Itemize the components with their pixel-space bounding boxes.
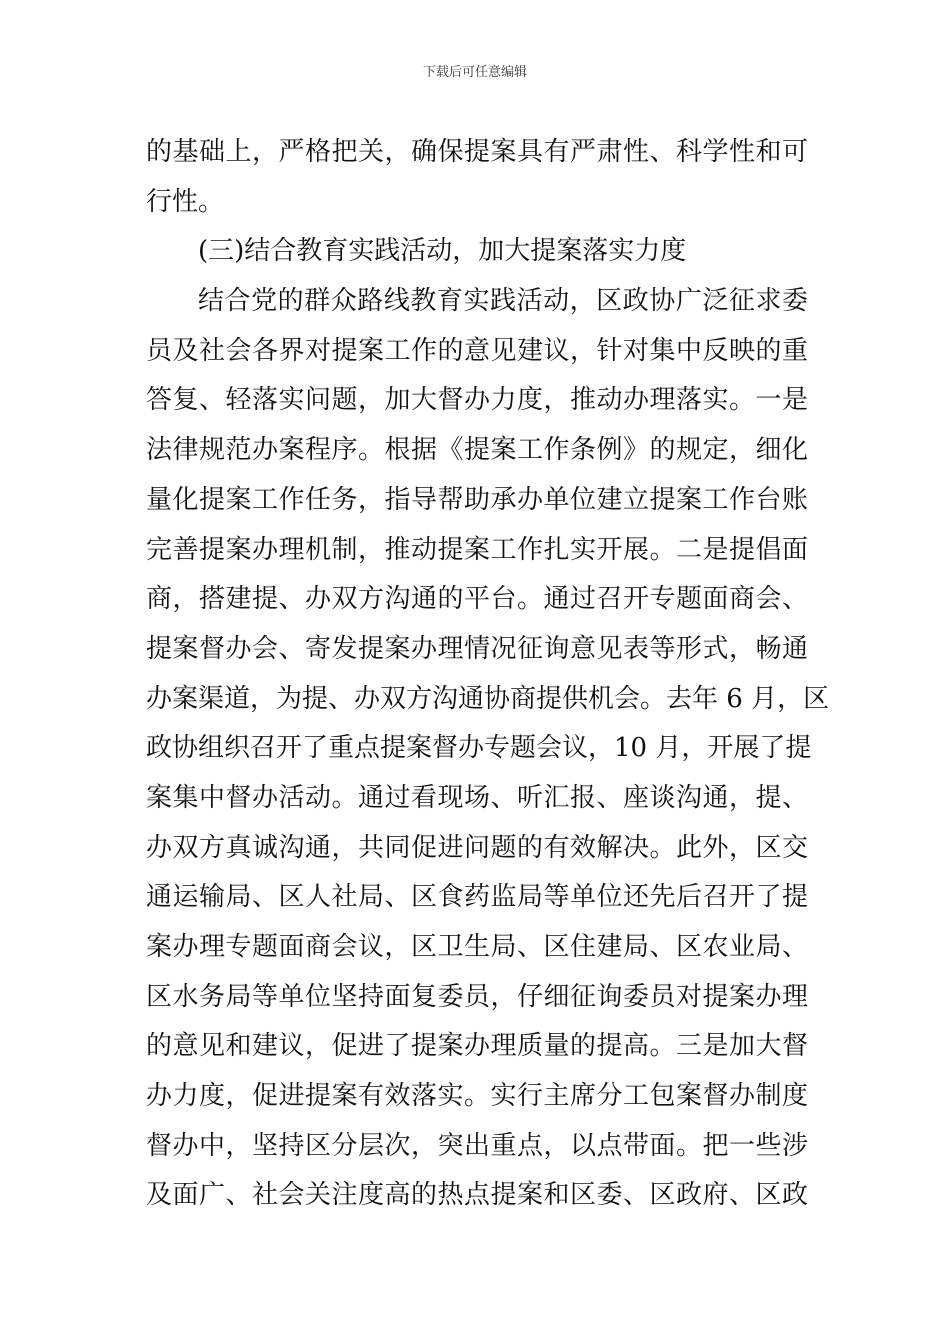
text-line: 办力度，促进提案有效落实。实行主席分工包案督办制度 bbox=[146, 1081, 808, 1112]
text-line: 的意见和建议，促进了提案办理质量的提高。三是加大督 bbox=[146, 1031, 808, 1062]
text-line: 完善提案办理机制，推动提案工作扎实开展。二是提倡面 bbox=[146, 534, 808, 565]
text-line: 行性。 bbox=[146, 186, 225, 217]
text-line: 法律规范办案程序。根据《提案工作条例》的规定，细化 bbox=[146, 435, 808, 466]
section-heading: (三)结合教育实践活动，加大提案落实力度 bbox=[198, 236, 687, 267]
text-line: 员及社会各界对提案工作的意见建议，针对集中反映的重 bbox=[146, 335, 808, 366]
text-line: 政协组织召开了重点提案督办专题会议，10 月，开展了提 bbox=[146, 733, 812, 764]
text-line: 通运输局、区人社局、区食药监局等单位还先后召开了提 bbox=[146, 882, 808, 913]
text-line: 提案督办会、寄发提案办理情况征询意见表等形式，畅通 bbox=[146, 633, 808, 664]
text-line: 结合党的群众路线教育实践活动，区政协广泛征求委 bbox=[198, 286, 808, 317]
page-header: 下载后可任意编辑 bbox=[422, 65, 527, 80]
text-line: 办双方真诚沟通，共同促进问题的有效解决。此外，区交 bbox=[146, 832, 808, 863]
text-line: 商，搭建提、办双方沟通的平台。通过召开专题面商会、 bbox=[146, 584, 808, 615]
text-line: 量化提案工作任务，指导帮助承办单位建立提案工作台账 bbox=[146, 484, 808, 515]
text-line: 答复、轻落实问题，加大督办力度，推动办理落实。一是 bbox=[146, 385, 808, 416]
text-line: 及面广、社会关注度高的热点提案和区委、区政府、区政 bbox=[146, 1180, 808, 1211]
text-line: 案办理专题面商会议，区卫生局、区住建局、区农业局、 bbox=[146, 932, 808, 962]
text-line: 案集中督办活动。通过看现场、听汇报、座谈沟通，提、 bbox=[146, 782, 808, 813]
text-line: 区水务局等单位坚持面复委员，仔细征询委员对提案办理 bbox=[146, 981, 808, 1012]
text-line: 办案渠道，为提、办双方沟通协商提供机会。去年 6 月，区 bbox=[146, 683, 830, 714]
text-line: 的基础上，严格把关，确保提案具有严肃性、科学性和可 bbox=[146, 137, 808, 167]
document-body bbox=[146, 128, 830, 1221]
text-line: 督办中，坚持区分层次，突出重点，以点带面。把一些涉 bbox=[146, 1130, 808, 1161]
